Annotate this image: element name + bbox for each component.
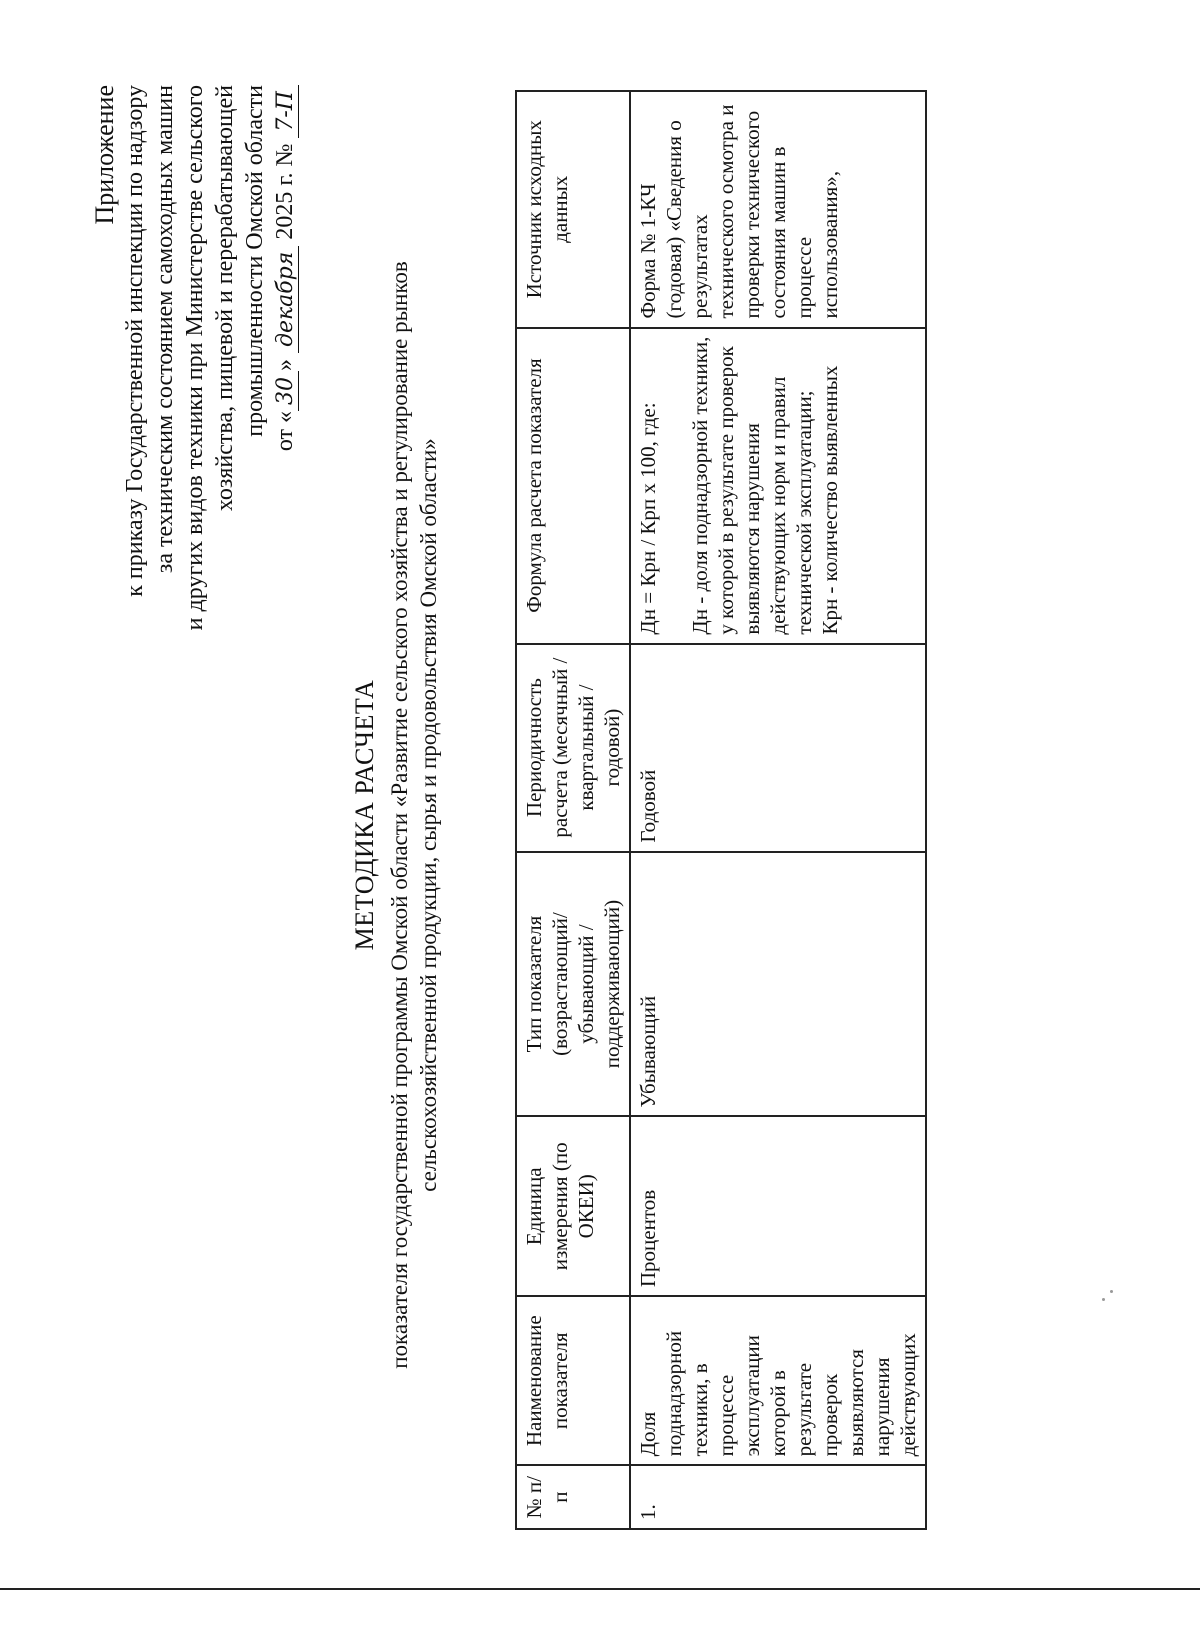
cell-type: Убывающий — [630, 852, 926, 1117]
handwritten-day: 30 — [273, 371, 299, 411]
document-title: МЕТОДИКА РАСЧЕТА — [350, 679, 379, 951]
date-prefix: от « — [272, 410, 298, 452]
handwritten-month: декабря — [273, 246, 299, 353]
appendix-block — [90, 85, 301, 845]
cell-unit: Процентов — [630, 1117, 926, 1297]
appendix-date-line — [270, 85, 301, 845]
date-year: 2025 г. № — [272, 143, 298, 240]
scan-speck — [1110, 1290, 1113, 1293]
appendix-line: промышленности Омской области — [242, 85, 268, 437]
appendix-line: и других видов техники при Министерстве сельского — [182, 85, 208, 631]
appendix-label: Приложение — [90, 85, 119, 225]
cell-formula: Дн = Крн / Крп х 100, где: Дн - доля поднадзорной техники, у которой в результате проверок выявляются нарушения действующих норм и правил технической эксплуатации; Крн - количество выявленных — [630, 328, 926, 644]
scan-speck — [1102, 1298, 1105, 1301]
appendix-line: хозяйства, пищевой и перерабатывающей — [212, 85, 238, 512]
document-subtitle — [385, 105, 443, 1525]
subtitle-line: сельскохозяйственной продукции, сырья и продовольствия Омской области» — [416, 438, 441, 1192]
handwritten-number: 7-П — [273, 85, 299, 138]
header-period: Периодичность расчета (месячный / квартальный / годовой) — [516, 644, 630, 852]
table-row — [630, 91, 926, 1529]
cell-period: Годовой — [630, 644, 926, 852]
rotated-page — [40, 45, 1040, 1585]
cell-number: 1. — [630, 1465, 926, 1529]
appendix-line: к приказу Государственной инспекции по надзору — [122, 85, 148, 597]
cell-name: Доля поднадзорной техники, в процессе эксплуатации которой в результате проверок выявляются нарушения действующих — [630, 1296, 926, 1465]
table-header-row — [516, 91, 630, 1529]
header-unit: Единица измерения (по ОКЕИ) — [516, 1117, 630, 1297]
methodology-table — [515, 90, 927, 1530]
cell-source: Форма № 1-КЧ (годовая) «Сведения о результатах технического осмотра и проверки технического состояния машин в процессе использования», — [630, 91, 926, 328]
header-formula: Формула расчета показателя — [516, 328, 630, 644]
appendix-line: за техническим состоянием самоходных машин — [152, 85, 178, 574]
header-type: Тип показателя (возрастающий/ убывающий / поддерживающий) — [516, 852, 630, 1117]
header-name: Наименование показателя — [516, 1296, 630, 1465]
subtitle-line: показателя государственной программы Омской области «Развитие сельского хозяйства и регулирование рынков — [387, 261, 412, 1369]
header-number: № п/п — [516, 1465, 630, 1529]
page-edge-line — [0, 1588, 1200, 1590]
date-mid: » — [272, 358, 298, 371]
header-source: Источник исходных данных — [516, 91, 630, 328]
